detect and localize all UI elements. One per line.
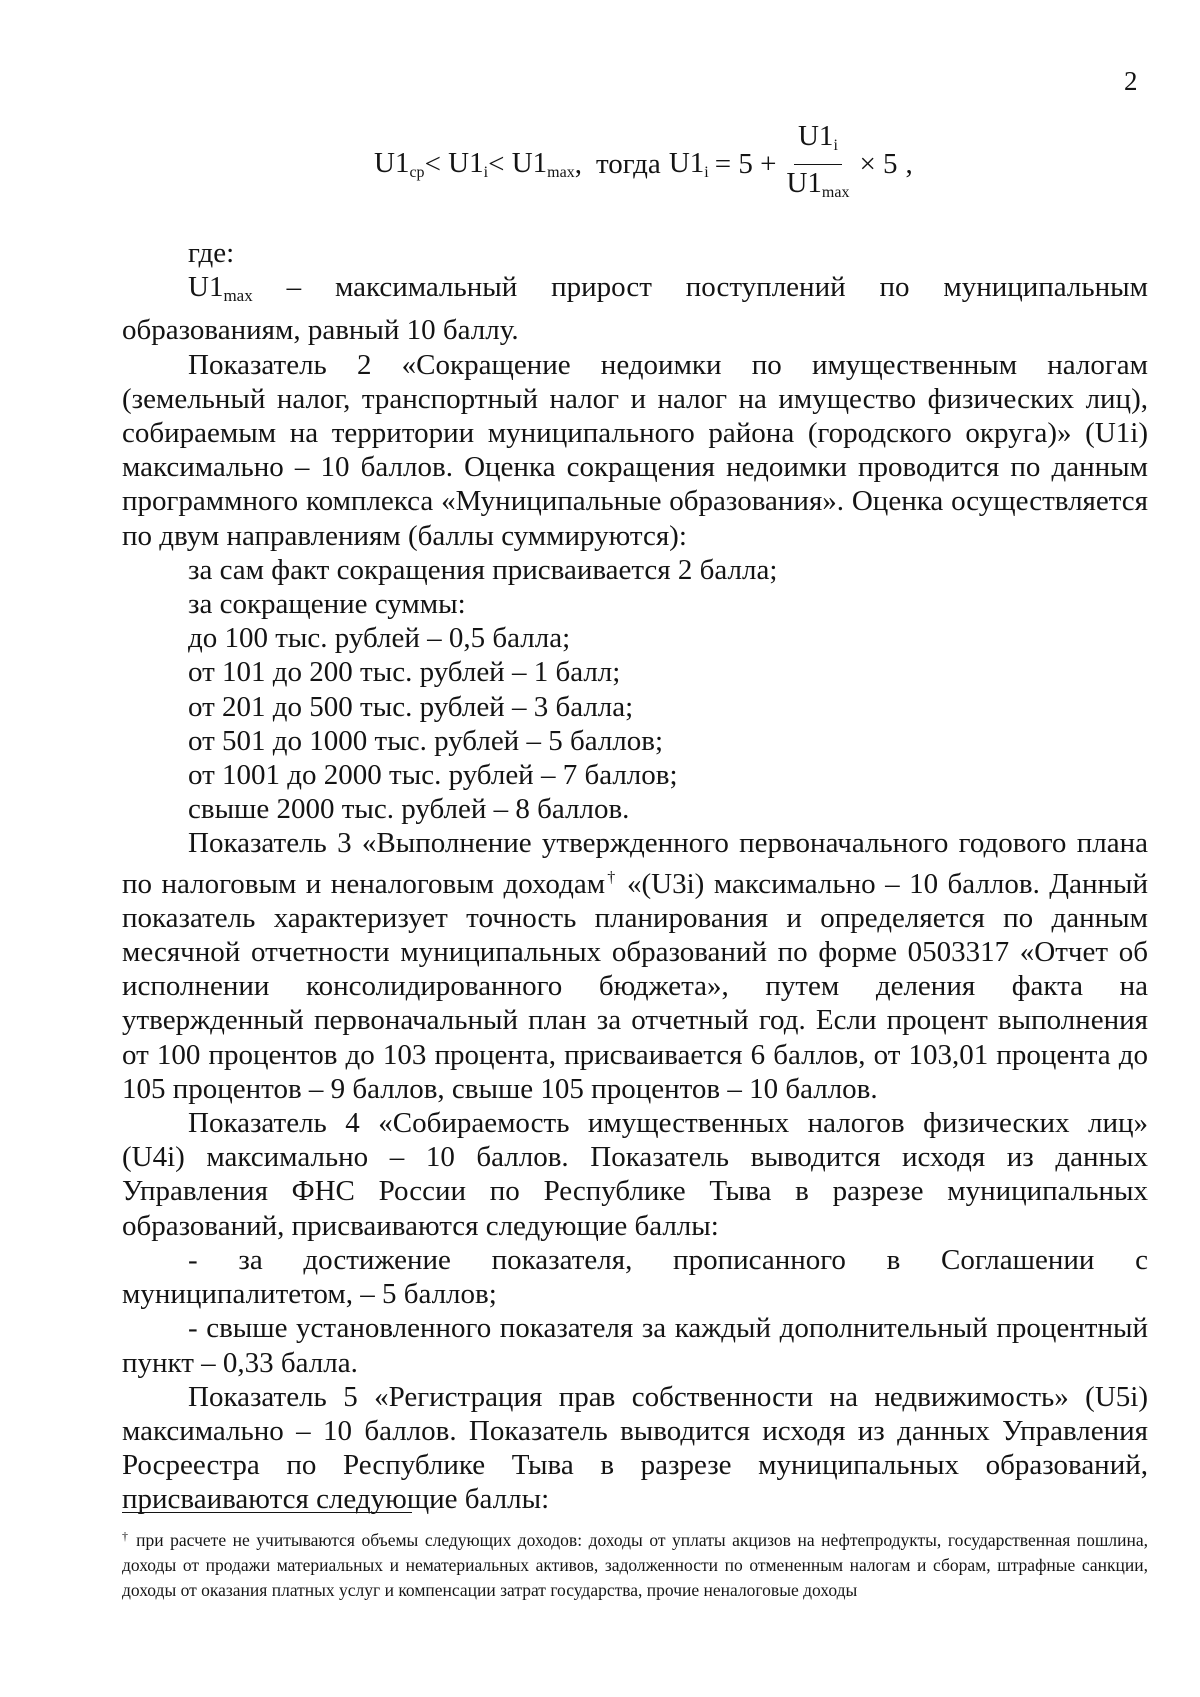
formula-fraction	[782, 120, 853, 209]
list-item: свыше 2000 тыс. рублей – 8 баллов.	[188, 793, 630, 826]
formula-condition-left: $U1_{ср}$	[374, 147, 425, 181]
formula-end-comma: ,	[905, 148, 913, 180]
list-item: до 100 тыс. рублей – 0,5 балла;	[188, 622, 571, 655]
scoring-formula	[374, 120, 913, 209]
indicator-2-paragraph: Показатель 2 «Сокращение недоимки по имущественным налогам (земельный налог, транспортный налог и налог на имущество физических лиц), собираемым на территории муниципального района (городского округа)» (U1i) максимально – 10 баллов. Оценка сокращения недоимки проводится по данным программного комплекса «Муниципальные образования». Оценка осуществляется по двум направлениям (баллы суммируются):	[122, 348, 1148, 552]
list-item: за сам факт сокращения присваивается 2 балла;	[188, 553, 778, 586]
formula-equals-five-plus: = 5 +	[714, 148, 777, 180]
footnote-mark: †	[122, 1529, 131, 1543]
formula-then-word: тогда	[595, 148, 661, 180]
formula-condition-mid: $U1_i$	[448, 147, 489, 181]
indicator-4-item: - свыше установленного показателя за каждый дополнительный процентный пункт – 0,33 балла.	[122, 1312, 1148, 1379]
formula-times-five: × 5	[859, 148, 898, 180]
where-label: где:	[188, 237, 235, 269]
list-item: за сокращение суммы:	[188, 588, 466, 621]
list-item: от 1001 до 2000 тыс. рублей – 7 баллов;	[188, 759, 678, 792]
footnote	[122, 1524, 1148, 1603]
fraction-numerator: $U1_i$	[794, 120, 842, 165]
footnote-separator	[122, 1512, 412, 1513]
footnote-reference[interactable]: †	[605, 868, 618, 886]
fraction-denominator: $U1_{max}$	[786, 167, 850, 201]
indicator-4-paragraph: Показатель 4 «Собираемость имущественных налогов физических лиц» (U4i) максимально – 10 баллов. Показатель выводится исходя из данных Управления ФНС России по Республике Тыва в разрезе муниципальных образований, присваиваются следующие баллы:	[122, 1107, 1148, 1242]
list-item: от 501 до 1000 тыс. рублей – 5 баллов;	[188, 724, 664, 757]
formula-lt-1: <	[424, 148, 449, 180]
footnote-text: при расчете не учитываются объемы следующих доходов: доходы от уплаты акцизов на нефтепродукты, государственная пошлина, доходы от продажи материальных и нематериальных активов, задолженности по отмененным налогам и сборам, штрафные санкции, доходы от оказания платных услуг и компенсации затрат государства, прочие неналоговые доходы	[122, 1530, 1148, 1600]
u1max-definition: $U1_{max}$ – максимальный прирост поступлений по муниципальным образованиям, равный 10 баллу.	[122, 271, 1148, 347]
body-text	[122, 236, 1148, 1517]
page-number: 2	[1124, 66, 1138, 96]
formula-comma: ,	[574, 148, 582, 180]
list-item: от 101 до 200 тыс. рублей – 1 балл;	[188, 656, 621, 689]
indicator-4-item: - за достижение показателя, прописанного в Соглашении с муниципалитетом, – 5 баллов;	[122, 1243, 1148, 1311]
list-item: от 201 до 500 тыс. рублей – 3 балла;	[188, 690, 634, 723]
formula-lhs: $U1_i$	[668, 147, 709, 181]
formula-condition-right: $U1_{max}$	[511, 147, 575, 181]
indicator-5-paragraph: Показатель 5 «Регистрация прав собственности на недвижимость» (U5i) максимально – 10 баллов. Показатель выводится исходя из данных Управления Росреестра по Республике Тыва в разрезе муниципальных образований, присваиваются следующие баллы:	[122, 1380, 1148, 1516]
formula-lt-2: <	[488, 148, 512, 180]
indicator-3-paragraph: Показатель 3 «Выполнение утвержденного первоначального годового плана по налоговым и неналоговым доходам† «(U3i) максимально – 10 баллов. Данный показатель характеризует точность планирования и определяется по данным месячной отчетности муниципальных образований по форме 0503317 «Отчет об исполнении консолидированного бюджета», путем деления факта на утвержденный первоначальный план за отчетный год. Если процент выполнения от 100 процентов до 103 процента, присваивается 6 баллов, от 103,01 процента до 105 процентов – 9 баллов, свыше 105 процентов – 10 баллов.	[122, 827, 1149, 1105]
